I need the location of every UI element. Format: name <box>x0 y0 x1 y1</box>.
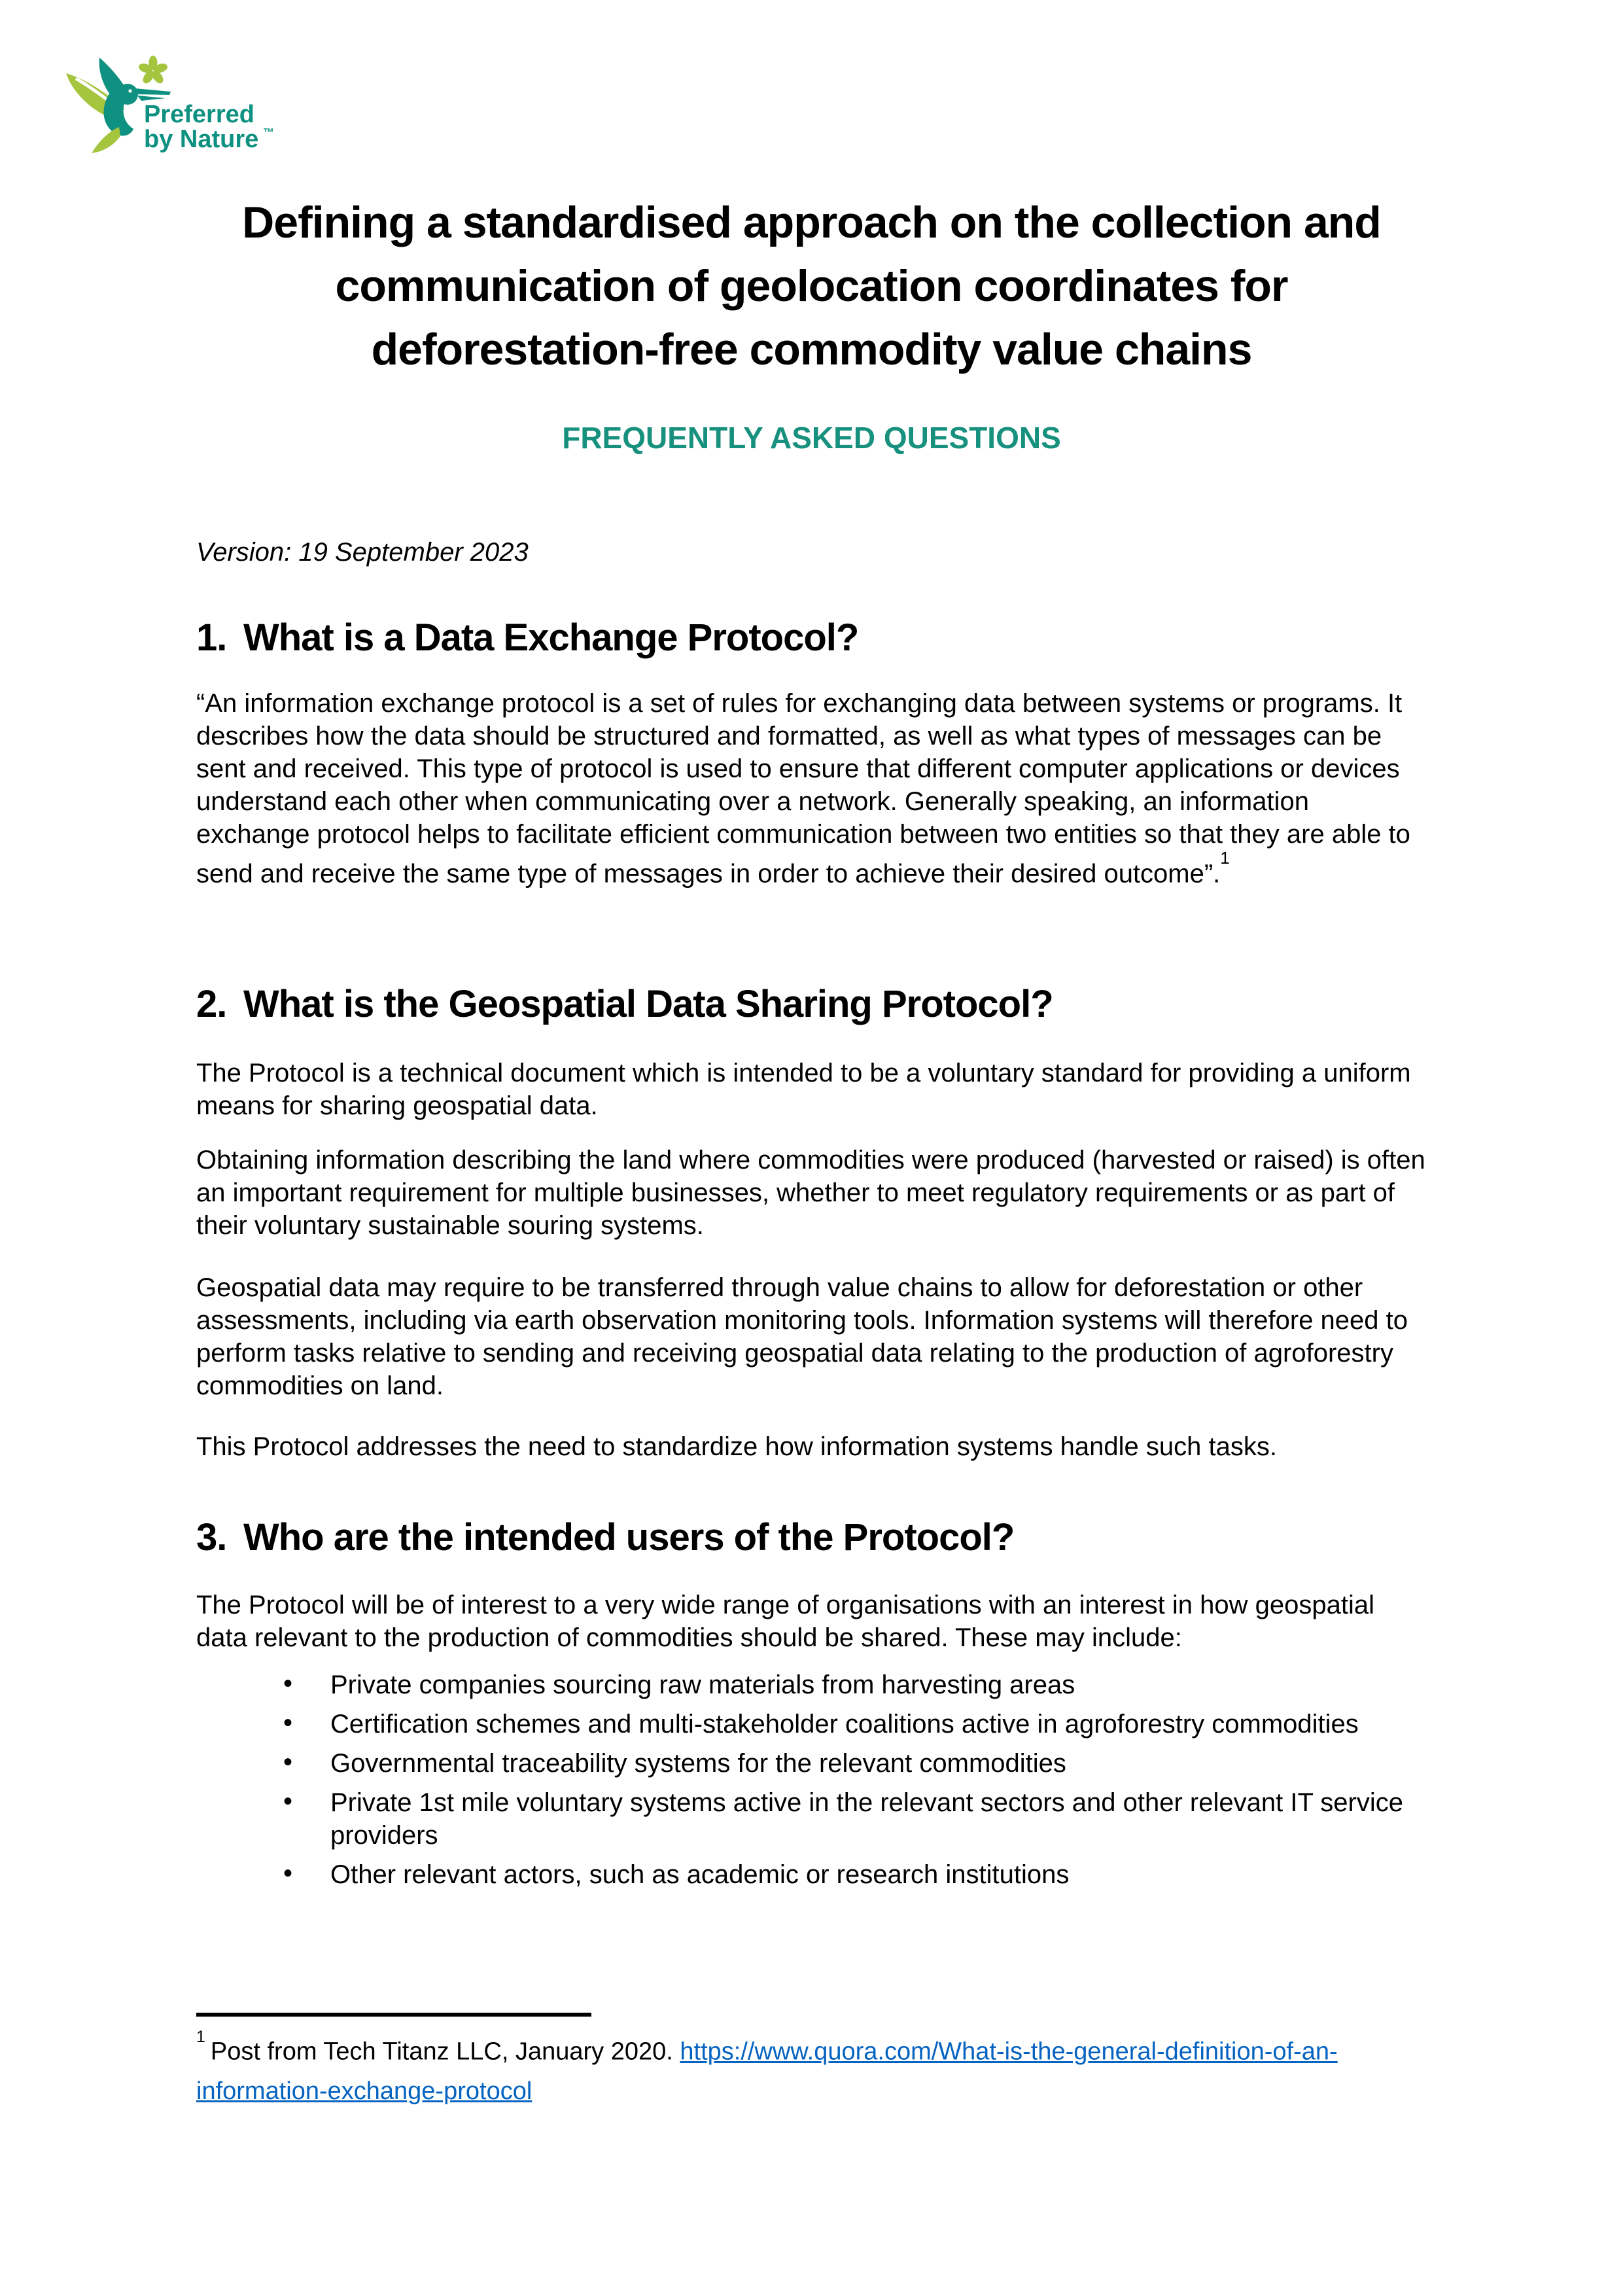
bird-beak-lower <box>137 96 166 101</box>
document-title <box>196 191 1427 381</box>
section-2-heading-text: What is the Geospatial Data Sharing Protocol? <box>243 983 1053 1025</box>
section-1-paragraph <box>196 687 1427 890</box>
bird-tail <box>92 127 120 153</box>
footnote-link[interactable]: https://www.quora.com/What-is-the-general-definition-of-an-information-exchange-protocol <box>196 2038 1338 2105</box>
document-subtitle: FREQUENTLY ASKED QUESTIONS <box>562 421 1061 455</box>
section-2-heading <box>196 982 1427 1026</box>
section-3-paragraph-1: The Protocol will be of interest to a very wide range of organisations with an interest in how geospatial data relevant to the production of commodities should be shared. These may include: <box>196 1591 1374 1652</box>
brand-name-line1: Preferred <box>144 101 254 128</box>
footnote-text: Post from Tech Titanz LLC, January 2020. <box>210 2038 680 2066</box>
title-line-3: deforestation-free commodity value chains <box>371 325 1252 374</box>
bird-beak <box>133 88 171 95</box>
section-1-heading <box>196 616 1427 660</box>
title-line-2: communication of geolocation coordinates for <box>335 261 1288 311</box>
section-2-paragraph-3: Geospatial data may require to be transferred through value chains to allow for deforestation or other assessments, including via earth observation monitoring tools. Information systems will therefore need to perform tasks relative to sending and receiving geospatial data relating to the production of agroforestry commodities on land. <box>196 1273 1408 1400</box>
bullet-icon: • <box>283 1748 293 1776</box>
list-item-text: Other relevant actors, such as academic or research institutions <box>330 1860 1070 1889</box>
section-2-paragraph-1: The Protocol is a technical document which is intended to be a voluntary standard for providing a uniform means for sharing geospatial data. <box>196 1059 1411 1120</box>
bullet-icon: • <box>283 1859 293 1888</box>
list-item <box>283 1747 1427 1780</box>
section-3-heading <box>196 1515 1427 1559</box>
section-2-paragraph-4: This Protocol addresses the need to standardize how information systems handle such tasks. <box>196 1432 1277 1461</box>
section-1-number: 1. <box>196 616 227 659</box>
bullet-icon: • <box>283 1669 293 1698</box>
section-1-heading-text: What is a Data Exchange Protocol? <box>243 616 859 659</box>
bullet-icon: • <box>283 1787 293 1816</box>
section-3-heading-text: Who are the intended users of the Protocol? <box>243 1516 1015 1559</box>
bird-eye <box>128 89 131 92</box>
list-item-text: Certification schemes and multi-stakeholder coalitions active in agroforestry commodities <box>330 1710 1359 1739</box>
section-2-paragraph-2: Obtaining information describing the land where commodities were produced (harvested or raised) is often an important requirement for multiple businesses, whether to meet regulatory requirements or as part of their voluntary sustainable souring systems. <box>196 1146 1425 1240</box>
list-item-text: Private 1st mile voluntary systems active in the relevant sectors and other relevant IT service providers <box>330 1788 1403 1850</box>
footnote <box>196 2026 1427 2111</box>
section-3-number: 3. <box>196 1516 227 1559</box>
footnote-marker: 1 <box>196 2028 205 2046</box>
title-line-1: Defining a standardised approach on the collection and <box>242 198 1381 247</box>
list-item-text: Governmental traceability systems for the relevant commodities <box>330 1749 1066 1778</box>
list-item <box>283 1708 1427 1740</box>
footnote-reference: 1 <box>1220 848 1230 868</box>
flower-icon <box>137 56 169 85</box>
trademark-symbol: ™ <box>263 126 274 139</box>
list-item <box>283 1669 1427 1701</box>
intended-users-list <box>196 1669 1427 1898</box>
list-item <box>283 1786 1427 1852</box>
list-item-text: Private companies sourcing raw materials from harvesting areas <box>330 1670 1075 1699</box>
preferred-by-nature-logo <box>64 43 293 169</box>
section-2-number: 2. <box>196 983 227 1025</box>
version-line: Version: 19 September 2023 <box>196 538 529 567</box>
footnote-separator <box>196 2013 591 2017</box>
brand-name-line2: by Nature <box>144 126 259 153</box>
bullet-icon: • <box>283 1708 293 1737</box>
quote-text: “An information exchange protocol is a set of rules for exchanging data between systems or programs. It describes how the data should be structured and formatted, as well as what types of messages can be sent and received. This type of protocol is used to ensure that different computer applications or devices understand each other when communicating over a network. Generally speaking, an information exchange protocol helps to facilitate efficient communication between two entities so that they are able to send and receive the same type of messages in order to achieve their desired outcome”. <box>196 689 1410 889</box>
list-item <box>283 1858 1427 1891</box>
